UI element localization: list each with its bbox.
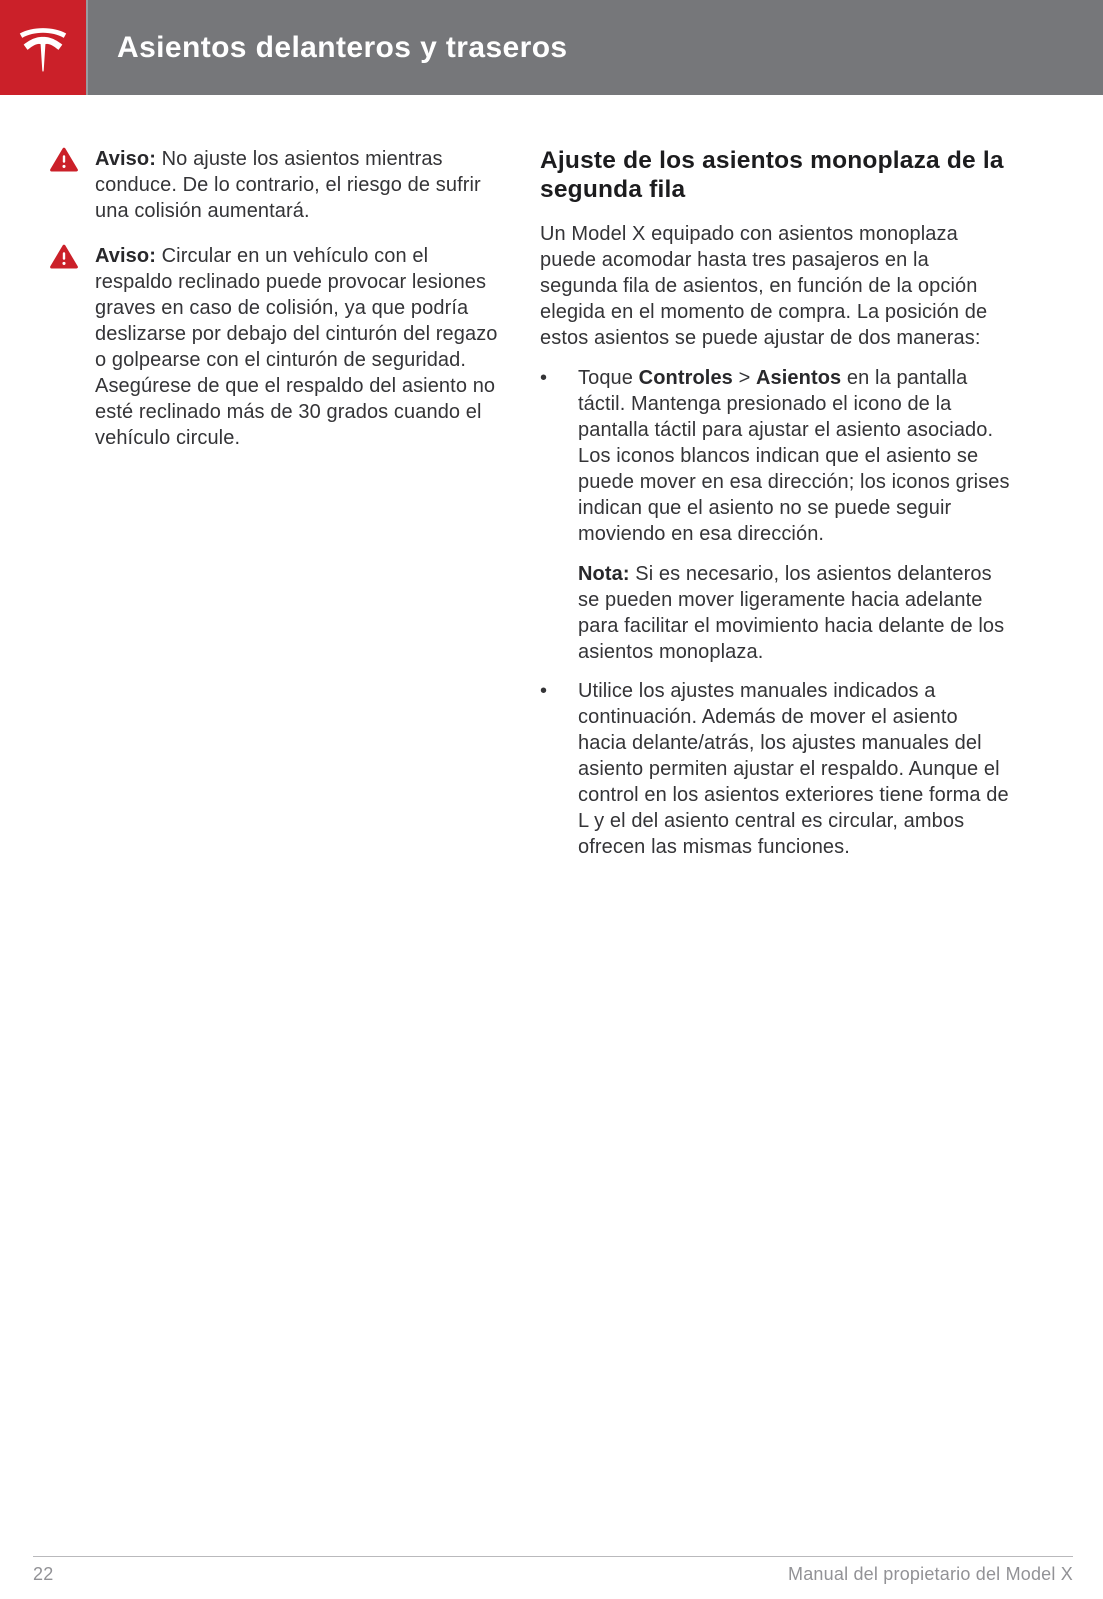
chapter-title: Asientos delanteros y traseros [117,30,568,64]
warning-text: Aviso: Circular en un vehículo con el respaldo reclinado puede provocar lesiones graves en caso de colisión, ya que podría deslizarse por debajo del cinturón del regazo o golpearse con el cinturón de seguridad. Asegúrese de que el respaldo del asiento no esté reclinado más de 30 grados cuando el vehículo circule. [95,245,498,449]
warning-item [50,146,505,224]
page-footer [33,1556,1073,1585]
warning-label: Aviso: [95,148,156,170]
tesla-logo [0,0,88,95]
warning-item [50,243,505,451]
section-heading: Ajuste de los asientos monoplaza de la segunda fila [540,147,1004,203]
warning-text: Aviso: No ajuste los asientos mientras conduce. De lo contrario, el riesgo de sufrir una colisión aumentará. [95,148,481,222]
bullet-item [540,365,1010,665]
page-content [0,95,1103,860]
bullet-item [540,678,1010,860]
right-column [540,146,1010,860]
tesla-logo-icon [14,17,72,79]
bullet-text: Toque Controles > Asientos en la pantalla táctil. Mantenga presionado el icono de la pantalla táctil para ajustar el asiento asociado. Los iconos blancos indican que el asiento se puede mover en esa dirección; los iconos grises indican que el asiento no se puede seguir moviendo en esa dirección. [578,367,1010,545]
warning-label: Aviso: [95,245,156,267]
bullet-marker: • [540,680,548,702]
page-number: 22 [33,1564,54,1584]
warning-icon [50,147,78,172]
left-column [50,146,505,860]
note-text: Nota: Si es necesario, los asientos delanteros se pueden mover ligeramente hacia adelante para facilitar el movimiento hacia delante de los asientos monoplaza. [578,563,1005,663]
bullet-text: Utilice los ajustes manuales indicados a continuación. Además de mover el asiento hacia delante/atrás, los ajustes manuales del asiento permiten ajustar el respaldo. Aunque el control en los asientos exteriores tiene forma de L y el del asiento central es circular, ambos ofrecen las mismas funciones. [578,680,1009,858]
footer-label: Manual del propietario del Model X [788,1564,1073,1584]
section-intro: Un Model X equipado con asientos monoplaza puede acomodar hasta tres pasajeros en la segunda fila de asientos, en función de la opción elegida en el momento de compra. La posición de estos asientos se puede ajustar de dos maneras: [540,223,988,349]
warning-icon [50,244,78,269]
header-bar [88,0,1103,95]
bullet-marker: • [540,367,548,389]
page-header [0,0,1103,95]
note-label: Nota: [578,563,630,585]
